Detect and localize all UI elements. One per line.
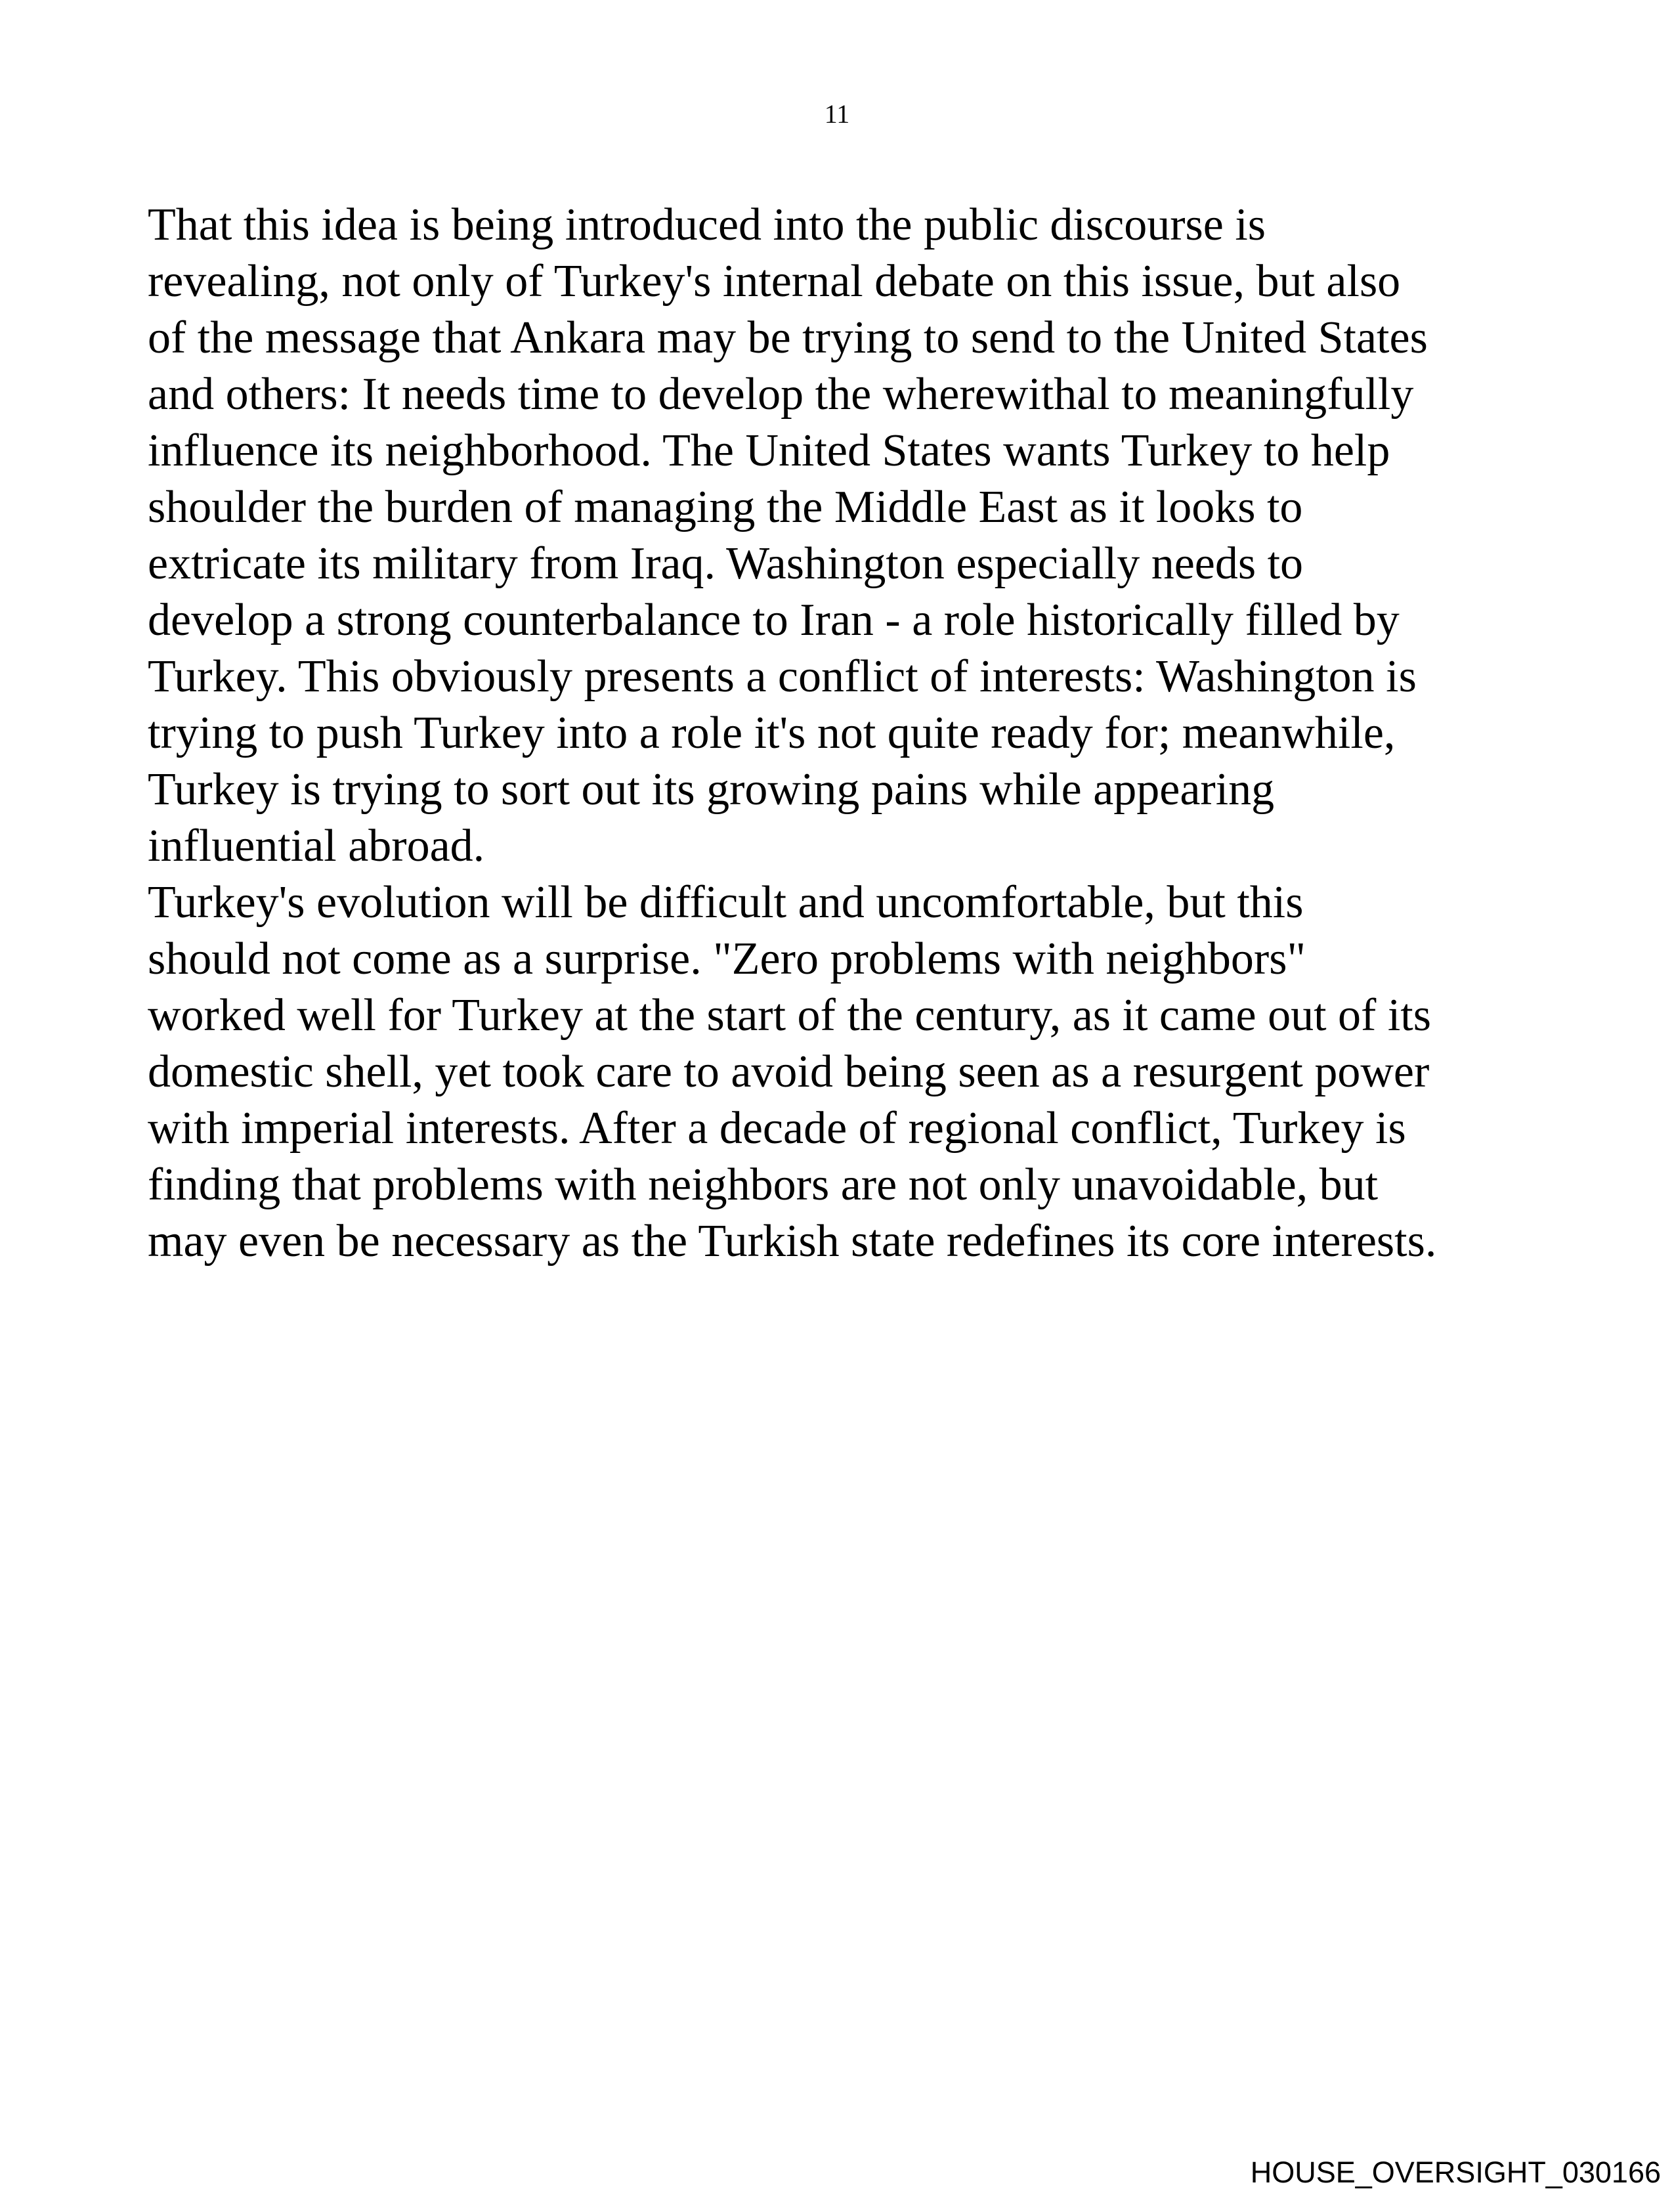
text-line: worked well for Turkey at the start of the century, as it came out of its bbox=[148, 990, 1431, 1041]
text-line: Turkey. This obviously presents a conflict of interests: Washington is bbox=[148, 651, 1417, 702]
text-line: influence its neighborhood. The United States wants Turkey to help bbox=[148, 425, 1390, 476]
text-line: Turkey is trying to sort out its growing pains while appearing bbox=[148, 764, 1275, 815]
page-number: 11 bbox=[824, 99, 850, 129]
text-line: of the message that Ankara may be trying to send to the United States bbox=[148, 313, 1428, 363]
text-line: extricate its military from Iraq. Washington especially needs to bbox=[148, 538, 1304, 589]
text-line: trying to push Turkey into a role it's not quite ready for; meanwhile, bbox=[148, 708, 1396, 758]
body-text bbox=[148, 197, 1546, 1270]
text-line: may even be necessary as the Turkish state redefines its core interests. bbox=[148, 1216, 1437, 1267]
text-line: influential abroad. bbox=[148, 821, 485, 871]
document-id-footer: HOUSE_OVERSIGHT_030166 bbox=[1250, 2156, 1661, 2189]
text-line: Turkey's evolution will be difficult and uncomfortable, but this bbox=[148, 877, 1304, 928]
text-line: and others: It needs time to develop the wherewithal to meaningfully bbox=[148, 369, 1414, 420]
text-line: with imperial interests. After a decade of regional conflict, Turkey is bbox=[148, 1103, 1406, 1154]
text-line: develop a strong counterbalance to Iran - a role historically filled by bbox=[148, 595, 1400, 645]
text-line: revealing, not only of Turkey's internal debate on this issue, but also bbox=[148, 256, 1401, 307]
text-line: domestic shell, yet took care to avoid being seen as a resurgent power bbox=[148, 1047, 1430, 1097]
text-line: shoulder the burden of managing the Middle East as it looks to bbox=[148, 482, 1303, 532]
text-line: finding that problems with neighbors are not only unavoidable, but bbox=[148, 1160, 1379, 1210]
text-line: should not come as a surprise. "Zero problems with neighbors" bbox=[148, 934, 1306, 984]
text-line: That this idea is being introduced into the public discourse is bbox=[148, 200, 1266, 250]
